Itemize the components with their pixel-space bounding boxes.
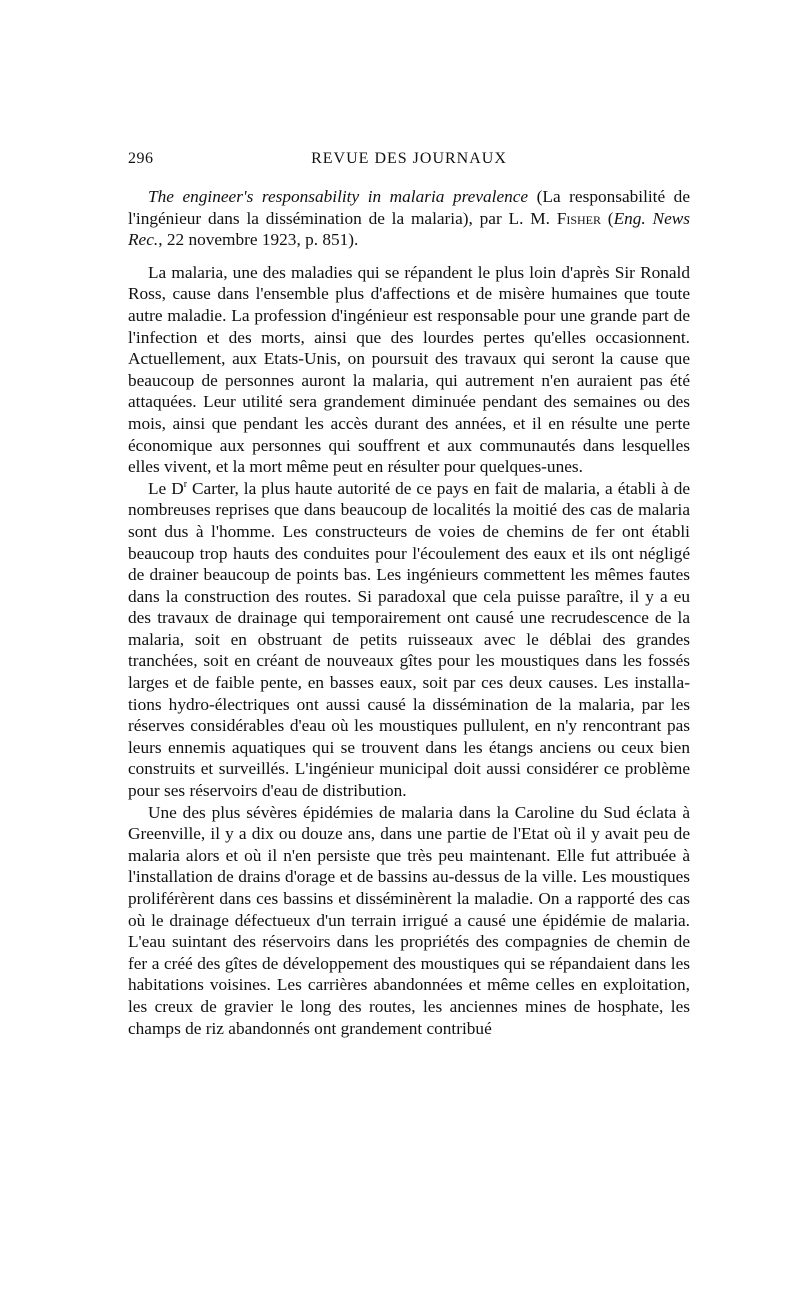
document-page (128, 150, 690, 1039)
page-number: 296 (128, 150, 154, 167)
running-title: REVUE DES JOURNAUX (311, 150, 507, 167)
doctor-prefix: Le D (148, 478, 184, 498)
article-title: The engineer's responsability in malaria prevalence (148, 187, 529, 206)
citation: The engineer's responsability in malaria prevalence (La responsabilité de l'ingénieur dans la dissémination de la malaria), par L. M. Fisher (Eng. News Rec., 22 novembre 1923, p. 851). (128, 187, 690, 250)
paragraph-2 (128, 478, 690, 802)
article-translation: (La responsabilité de l'ingénieur dans la dissémination de la malaria), par L. M. (128, 187, 690, 228)
paragraph-1: La malaria, une des maladies qui se répandent le plus loin d'après Sir Ronald Ross, cause dans l'ensemble plus d'affections et de misère humaines que toute autre maladie. La profession d'ingénieur est responsable pour une grande part de l'infection et des morts, ainsi que des lourdes pertes qu'elles occasionnent. Actuellement, aux Etats-Unis, on poursuit des travaux qui seront la cause que beaucoup de personnes auront la malaria, qui autrement n'en auraient pas été attaquées. Leur utilité sera grandement diminuée pendant des semaines ou des mois, ainsi que pendant les accès durant des années, et il en résulte une perte économique aux personnes qui souffrent et aux communautés dans lesquelles elles vivent, et la mort même peut en résulter pour quelques-unes. (128, 262, 690, 477)
journal-name: Eng. News Rec. (128, 208, 690, 250)
article-author: Fisher (556, 208, 601, 228)
citation-details: , 22 novembre 1923, p. 851). (158, 230, 359, 250)
doctor-superscript: r (183, 478, 188, 490)
paragraph-2-text: Carter, la plus haute autorité de ce pays en fait de malaria, a établi à de nombreuses reprises que dans beaucoup de localités la moitié des cas de malaria sont dus à l'homme. Les constructeurs de voies de chemins de fer ont établi beaucoup trop hauts des conduites pour l'écoulement des eaux et ils ont négligé de drainer beaucoup de points bas. Les ingénieurs commettent les mêmes fautes dans la construction des routes. Si paradoxal que cela puisse paraître, il y a eu des travaux de drainage qui temporairement ont causé une recrudescence de la malaria, soit en obstruant de petits ruisseaux avec le déblai des grandes tranchées, soit en créant de nouveaux gîtes pour les moustiques dans les fossés larges et de faible pente, en basses eaux, soit par ces deux causes. Les installations hydro-électriques ont aussi causé la dissémination de la malaria, par les réserves considérables d'eau où les moustiques pullulent, en n'y rencontrant pas leurs ennemis aquatiques qui se trouvent dans les étangs anciens ou ceux bien construits et surveillés. L'ingénieur municipal doit aussi considérer ce problème pour ses réservoirs d'eau de distribution. (128, 478, 691, 801)
running-head (128, 150, 690, 176)
paragraph-3: Une des plus sévères épidémies de malaria dans la Caroline du Sud éclata à Greenville, il y a dix ou douze ans, dans une partie de l'Etat où il y avait peu de malaria alors et où il n'en persiste que très peu maintenant. Elle fut attribuée à l'installation de drains d'orage et de bassins au-dessus de la ville. Les moustiques proliférèrent dans ces bassins et disséminèrent la maladie. On a rapporté des cas où le drainage défectueux d'un terrain irrigué a causé une épidémie de malaria. L'eau suintant des réservoirs dans les propriétés des compagnies de chemin de fer a créé des gîtes de développement des moustiques qui se répandaient dans les habitations voisines. Les carrières abandonnées et même celles en exploitation, les creux de gravier le long des routes, les anciennes mines de hosphate, les champs de riz abandonnés ont grandement contribué (128, 802, 690, 1038)
